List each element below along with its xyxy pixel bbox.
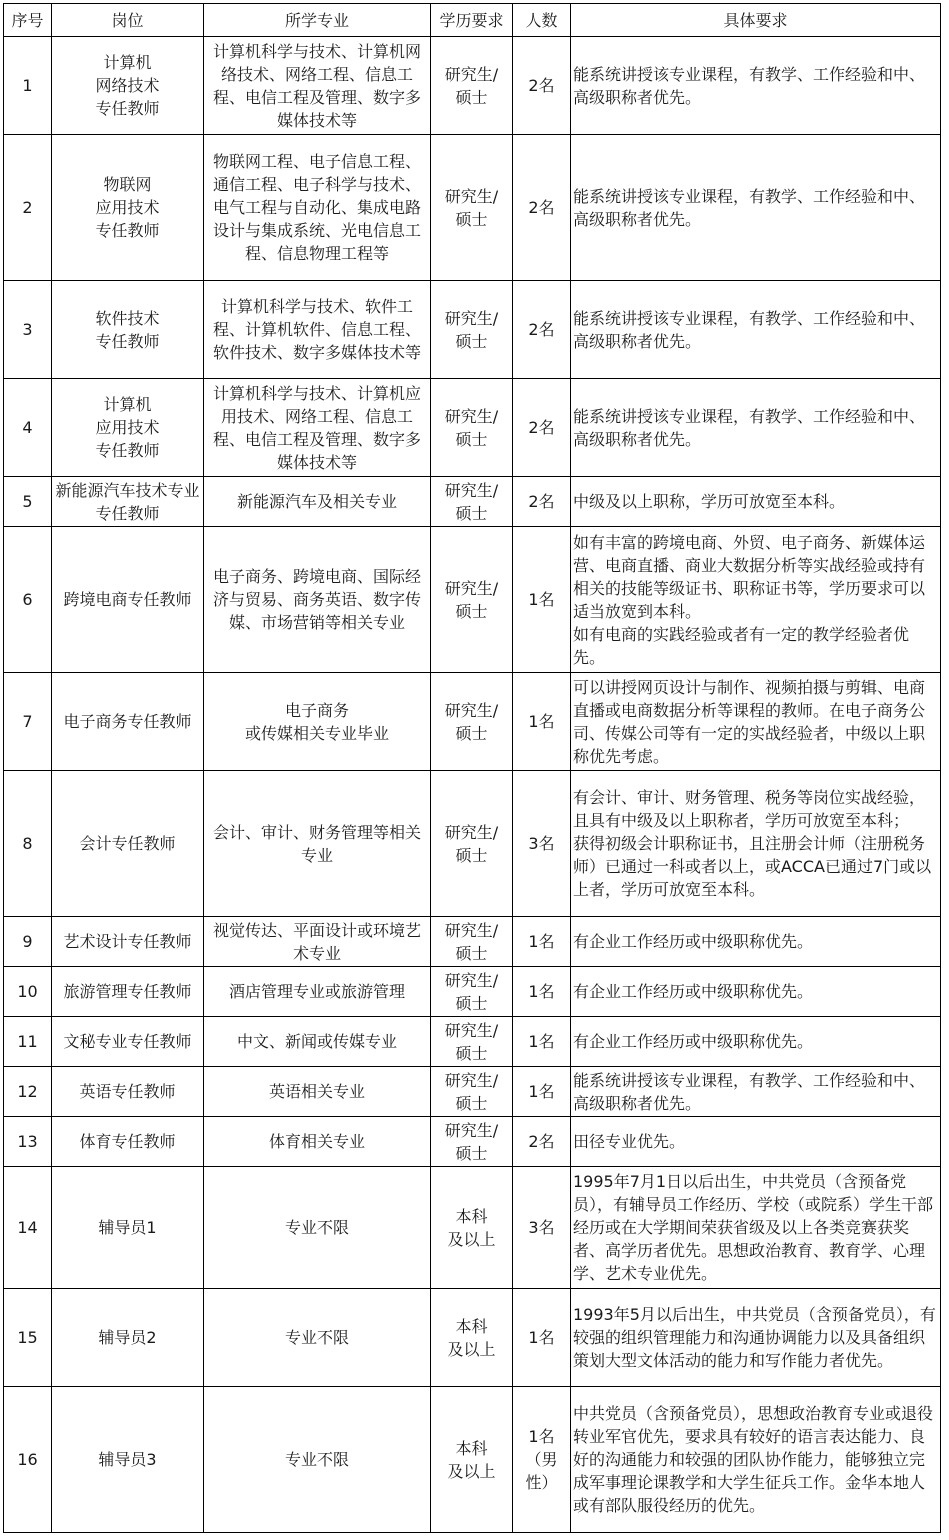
cell-count [513,37,571,135]
table-row [4,1167,941,1289]
table-row [4,477,941,527]
cell-position-text: 计算机 网络技术 专任教师 [95,53,160,118]
cell-requirements-text: 有会计、审计、财务管理、税务等岗位实战经验，且具有中级及以上职称者，学历可放宽至本科； 获得初级会计职称证书，且注册会计师（注册税务师）已通过一科或者以上，或ACCA已通过7门或以上者，学历可放宽至本科。 [573,788,932,899]
table-row [4,135,941,281]
cell-education-text: 研究生/ 硕士 [444,406,499,449]
cell-requirements [571,1289,941,1387]
cell-position-text: 辅导员3 [98,1450,157,1469]
cell-count-text: 1名 （男 性） [525,1427,558,1492]
cell-count-text: 1名 [528,1328,555,1347]
cell-education-text: 研究生/ 硕士 [444,1070,499,1113]
cell-requirements-text: 如有丰富的跨境电商、外贸、电子商务、新媒体运营、电商直播、商业大数据分析等实战经验或持有相关的技能等级证书、职称证书等，学历要求可以适当放宽到本科。 如有电商的实践经验或者有一定的教学经验者优先。 [573,532,926,667]
table-row [4,37,941,135]
cell-position-text: 英语专任教师 [79,1082,176,1101]
cell-count [513,1387,571,1533]
cell-major [204,477,431,527]
cell-position [52,1067,204,1117]
cell-position [52,967,204,1017]
cell-education [431,379,513,477]
cell-requirements-text: 能系统讲授该专业课程，有教学、工作经验和中、高级职称者优先。 [573,1070,926,1113]
cell-requirements-text: 有企业工作经历或中级职称优先。 [573,1032,814,1051]
cell-requirements-text: 中共党员（含预备党员），思想政治教育专业或退役转业军官优先，要求具有较好的语言表达能力、良好的沟通能力和较强的团队协作能力，能够独立完成军事理论课教学和大学生征兵工作。金华本地人或有部队服役经历的优先。 [573,1404,934,1515]
cell-major [204,379,431,477]
cell-position [52,1117,204,1167]
cell-major-text: 专业不限 [284,1328,349,1347]
cell-requirements [571,1387,941,1533]
cell-count [513,281,571,379]
cell-position [52,1289,204,1387]
cell-count-text: 1名 [528,1032,555,1051]
cell-position-text: 体育专任教师 [79,1132,176,1151]
cell-requirements-text: 能系统讲授该专业课程，有教学、工作经验和中、高级职称者优先。 [573,308,926,351]
cell-major-text: 新能源汽车及相关专业 [236,492,397,511]
cell-position-text: 会计专任教师 [79,834,176,853]
cell-no [4,1067,52,1117]
cell-no [4,527,52,673]
cell-count-text: 2名 [528,320,555,339]
header-count: 人数 [513,4,571,37]
table-row [4,1289,941,1387]
table-body [4,37,941,1533]
cell-education [431,1067,513,1117]
cell-count-text: 3名 [528,834,555,853]
cell-count-text: 2名 [528,418,555,437]
cell-requirements-text: 1993年5月以后出生，中共党员（含预备党员），有较强的组织管理能力和沟通协调能力以及具备组织策划大型文体活动的能力和写作能力者优先。 [573,1305,936,1370]
cell-education-text: 研究生/ 硕士 [444,920,499,963]
cell-no-text: 7 [22,712,33,731]
cell-education [431,917,513,967]
cell-education [431,281,513,379]
cell-education-text: 研究生/ 硕士 [444,970,499,1013]
cell-position [52,527,204,673]
cell-no-text: 14 [17,1218,38,1237]
cell-count-text: 2名 [528,198,555,217]
cell-major [204,1017,431,1067]
cell-position-text: 物联网 应用技术 专任教师 [95,175,160,240]
cell-position [52,477,204,527]
cell-position [52,37,204,135]
cell-education-text: 本科 及以上 [447,1206,496,1249]
cell-requirements-text: 能系统讲授该专业课程，有教学、工作经验和中、高级职称者优先。 [573,186,926,229]
cell-requirements [571,917,941,967]
cell-major-text: 专业不限 [284,1218,349,1237]
header-no: 序号 [4,4,52,37]
table-row [4,281,941,379]
cell-count [513,135,571,281]
cell-no-text: 12 [17,1082,38,1101]
cell-no-text: 5 [22,492,33,511]
cell-major [204,37,431,135]
cell-position-text: 电子商务专任教师 [63,712,192,731]
cell-position-text: 计算机 应用技术 专任教师 [95,395,160,460]
cell-no-text: 11 [17,1032,38,1051]
table-row [4,917,941,967]
cell-education-text: 本科 及以上 [447,1438,496,1481]
cell-major [204,917,431,967]
cell-position-text: 辅导员1 [98,1218,157,1237]
cell-education [431,1387,513,1533]
cell-education [431,967,513,1017]
cell-education-text: 研究生/ 硕士 [444,578,499,621]
cell-major [204,135,431,281]
table-row [4,1067,941,1117]
cell-count-text: 3名 [528,1218,555,1237]
cell-no [4,673,52,771]
cell-no-text: 8 [22,834,33,853]
cell-major [204,1117,431,1167]
cell-no [4,135,52,281]
cell-requirements [571,379,941,477]
cell-requirements [571,37,941,135]
cell-count [513,967,571,1017]
header-major: 所学专业 [204,4,431,37]
cell-count [513,917,571,967]
cell-education [431,1117,513,1167]
cell-no [4,281,52,379]
cell-education [431,1167,513,1289]
cell-count-text: 2名 [528,492,555,511]
table-row [4,1017,941,1067]
cell-no [4,1289,52,1387]
cell-count-text: 1名 [528,932,555,951]
cell-position-text: 新能源汽车技术专业专任教师 [55,480,200,523]
cell-count-text: 2名 [528,1132,555,1151]
cell-education [431,37,513,135]
cell-education [431,527,513,673]
cell-major [204,1067,431,1117]
cell-count [513,1067,571,1117]
cell-position-text: 辅导员2 [98,1328,157,1347]
cell-no [4,1017,52,1067]
cell-education-text: 研究生/ 硕士 [444,308,499,351]
cell-major [204,281,431,379]
table-row [4,379,941,477]
cell-no [4,477,52,527]
recruitment-table [3,3,941,1533]
cell-position-text: 文秘专业专任教师 [63,1032,192,1051]
cell-count-text: 2名 [528,76,555,95]
cell-major [204,527,431,673]
table-row [4,1117,941,1167]
cell-position [52,1387,204,1533]
cell-position [52,917,204,967]
cell-no [4,917,52,967]
cell-requirements-text: 能系统讲授该专业课程，有教学、工作经验和中、高级职称者优先。 [573,64,926,107]
table-row [4,673,941,771]
cell-education [431,673,513,771]
cell-position-text: 软件技术 专任教师 [95,308,160,351]
cell-position-text: 艺术设计专任教师 [63,932,192,951]
cell-major-text: 体育相关专业 [268,1132,365,1151]
cell-education-text: 研究生/ 硕士 [444,64,499,107]
cell-education-text: 研究生/ 硕士 [444,480,499,523]
cell-education [431,135,513,281]
cell-count [513,527,571,673]
cell-education [431,1289,513,1387]
cell-requirements [571,1017,941,1067]
cell-major-text: 电子商务、跨境电商、国际经济与贸易、商务英语、数字传媒、市场营销等相关专业 [212,567,421,632]
table-row [4,1387,941,1533]
cell-no-text: 4 [22,418,33,437]
cell-education [431,1017,513,1067]
cell-no-text: 15 [17,1328,38,1347]
cell-position [52,771,204,917]
cell-major [204,673,431,771]
cell-position [52,1167,204,1289]
cell-major [204,1167,431,1289]
table-row [4,771,941,917]
header-education: 学历要求 [431,4,513,37]
cell-no [4,967,52,1017]
cell-education-text: 研究生/ 硕士 [444,186,499,229]
cell-no-text: 13 [17,1132,38,1151]
cell-major [204,1387,431,1533]
cell-requirements-text: 能系统讲授该专业课程，有教学、工作经验和中、高级职称者优先。 [573,406,926,449]
recruitment-table-wrapper [3,3,941,1533]
cell-no [4,1117,52,1167]
cell-major-text: 中文、新闻或传媒专业 [236,1032,397,1051]
table-row [4,967,941,1017]
cell-requirements-text: 有企业工作经历或中级职称优先。 [573,932,814,951]
cell-education-text: 研究生/ 硕士 [444,1020,499,1063]
cell-count [513,379,571,477]
cell-no [4,379,52,477]
cell-requirements [571,135,941,281]
cell-major-text: 电子商务 或传媒相关专业毕业 [244,700,389,743]
cell-no-text: 1 [22,76,33,95]
cell-no-text: 9 [22,932,33,951]
cell-requirements-text: 田径专业优先。 [573,1132,686,1151]
cell-major [204,967,431,1017]
cell-requirements [571,1067,941,1117]
cell-no-text: 10 [17,982,38,1001]
cell-no [4,37,52,135]
cell-no-text: 6 [22,590,33,609]
cell-count [513,771,571,917]
cell-count [513,1289,571,1387]
cell-requirements [571,1167,941,1289]
cell-major-text: 会计、审计、财务管理等相关专业 [212,822,421,865]
cell-major-text: 物联网工程、电子信息工程、通信工程、电子科学与技术、电气工程与自动化、集成电路设计与集成系统、光电信息工程、信息物理工程等 [212,152,421,263]
cell-position-text: 跨境电商专任教师 [63,590,192,609]
cell-major-text: 计算机科学与技术、计算机应用技术、网络工程、信息工程、电信工程及管理、数字多媒体技术等 [212,383,421,472]
cell-requirements [571,673,941,771]
cell-education-text: 本科 及以上 [447,1316,496,1359]
cell-position [52,135,204,281]
cell-education-text: 研究生/ 硕士 [444,700,499,743]
cell-requirements-text: 1995年7月1日以后出生，中共党员（含预备党员），有辅导员工作经历、学校（或院系）学生干部经历或在大学期间荣获省级及以上各类竞赛获奖者、高学历者优先。思想政治教育、教育学、心理学、艺术专业优先。 [573,1172,934,1283]
cell-count-text: 1名 [528,982,555,1001]
cell-count-text: 1名 [528,1082,555,1101]
cell-no [4,1167,52,1289]
cell-major-text: 计算机科学与技术、软件工程、计算机软件、信息工程、软件技术、数字多媒体技术等 [212,297,421,362]
cell-requirements [571,967,941,1017]
cell-education-text: 研究生/ 硕士 [444,822,499,865]
cell-major-text: 计算机科学与技术、计算机网络技术、网络工程、信息工程、电信工程及管理、数字多媒体技术等 [212,41,421,130]
cell-education [431,477,513,527]
header-requirements: 具体要求 [571,4,941,37]
cell-position [52,673,204,771]
cell-education-text: 研究生/ 硕士 [444,1120,499,1163]
cell-no-text: 16 [17,1450,38,1469]
cell-requirements-text: 有企业工作经历或中级职称优先。 [573,982,814,1001]
cell-position-text: 旅游管理专任教师 [63,982,192,1001]
cell-no [4,1387,52,1533]
cell-requirements [571,527,941,673]
cell-no-text: 2 [22,198,33,217]
cell-major-text: 视觉传达、平面设计或环境艺术专业 [212,920,421,963]
cell-major [204,1289,431,1387]
cell-no-text: 3 [22,320,33,339]
cell-position [52,379,204,477]
cell-position [52,1017,204,1067]
cell-major-text: 英语相关专业 [268,1082,365,1101]
cell-major [204,771,431,917]
cell-requirements [571,477,941,527]
cell-count [513,1167,571,1289]
cell-count [513,1017,571,1067]
cell-requirements [571,1117,941,1167]
cell-requirements [571,771,941,917]
cell-count [513,673,571,771]
cell-requirements-text: 中级及以上职称，学历可放宽至本科。 [573,492,846,511]
cell-education [431,771,513,917]
cell-count-text: 1名 [528,712,555,731]
cell-major-text: 酒店管理专业或旅游管理 [228,982,405,1001]
header-position: 岗位 [52,4,204,37]
cell-count [513,477,571,527]
cell-count-text: 1名 [528,590,555,609]
cell-requirements-text: 可以讲授网页设计与制作、视频拍摄与剪辑、电商直播或电商数据分析等课程的教师。在电子商务公司、传媒公司等有一定的实战经验者，中级以上职称优先考虑。 [573,677,926,766]
header-row [4,4,941,37]
table-row [4,527,941,673]
cell-count [513,1117,571,1167]
cell-no [4,771,52,917]
cell-major-text: 专业不限 [284,1450,349,1469]
cell-requirements [571,281,941,379]
cell-position [52,281,204,379]
